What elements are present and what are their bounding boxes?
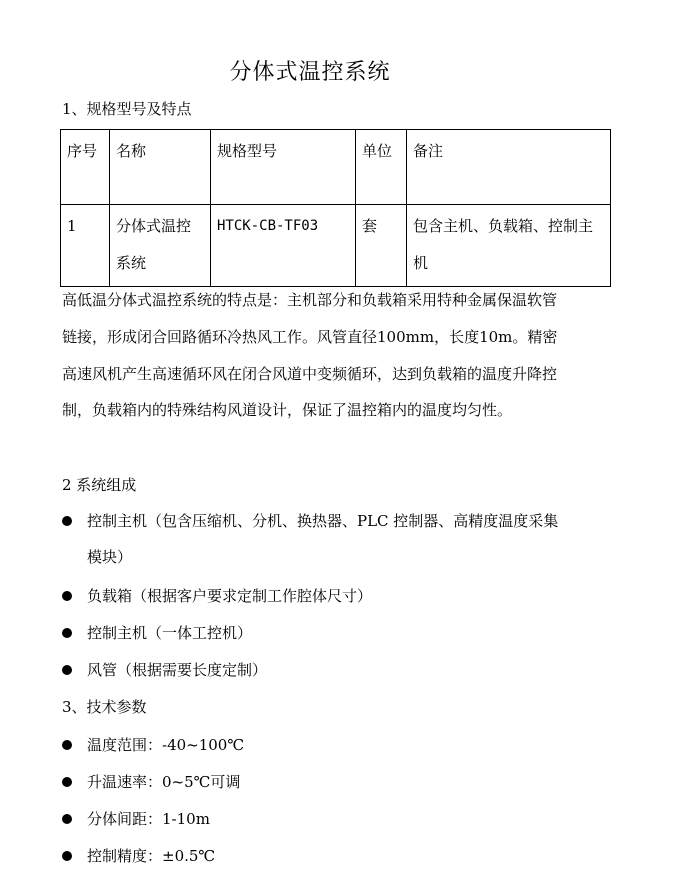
section-heading-parameters: 3、技术参数 [62, 698, 147, 716]
list-item: 升温速率：0~5℃可调 [62, 764, 562, 800]
table-cell: 套 [356, 205, 407, 287]
section-heading-composition: 2 系统组成 [62, 476, 137, 494]
table-cell: 包含主机、负载箱、控制主机 [407, 205, 611, 287]
table-header-cell: 备注 [407, 130, 611, 205]
spec-table [60, 129, 611, 287]
bullet-icon [62, 665, 72, 675]
list-item: 控制主机（包含压缩机、分机、换热器、PLC 控制器、高精度温度采集模块） [62, 503, 562, 575]
table-header-row [61, 130, 611, 205]
bullet-icon [62, 628, 72, 638]
list-item: 温度范围：-40~100℃ [62, 727, 562, 763]
document-title: 分体式温控系统 [229, 60, 391, 85]
table-header-cell: 名称 [110, 130, 211, 205]
bullet-icon [62, 777, 72, 787]
list-item: 风管（根据需要长度定制） [62, 652, 562, 688]
bullet-icon [62, 814, 72, 824]
table-cell: 分体式温控系统 [110, 205, 211, 287]
table-header-cell: 序号 [61, 130, 110, 205]
bullet-icon [62, 740, 72, 750]
bullet-icon [62, 591, 72, 601]
list-item: 分体间距：1-10m [62, 801, 562, 837]
bullet-icon [62, 851, 72, 861]
table-header-cell: 规格型号 [211, 130, 356, 205]
list-item: 控制精度：±0.5℃ [62, 838, 562, 874]
section-heading-specs: 1、规格型号及特点 [62, 100, 192, 118]
table-cell: HTCK-CB-TF03 [211, 205, 356, 287]
features-description: 高低温分体式温控系统的特点是：主机部分和负载箱采用特种金属保温软管链接，形成闭合回路循环冷热风工作。风管直径100mm，长度10m。精密高速风机产生高速循环风在闭合风道中变频循环，达到负载箱的温度升降控制，负载箱内的特殊结构风道设计，保证了温控箱内的温度均匀性。 [62, 291, 558, 420]
bullet-icon [62, 516, 72, 526]
list-item: 负载箱（根据客户要求定制工作腔体尺寸） [62, 578, 562, 614]
table-header-cell: 单位 [356, 130, 407, 205]
table-row [61, 205, 611, 287]
table-cell: 1 [61, 205, 110, 287]
list-item: 控制主机（一体工控机） [62, 615, 562, 651]
